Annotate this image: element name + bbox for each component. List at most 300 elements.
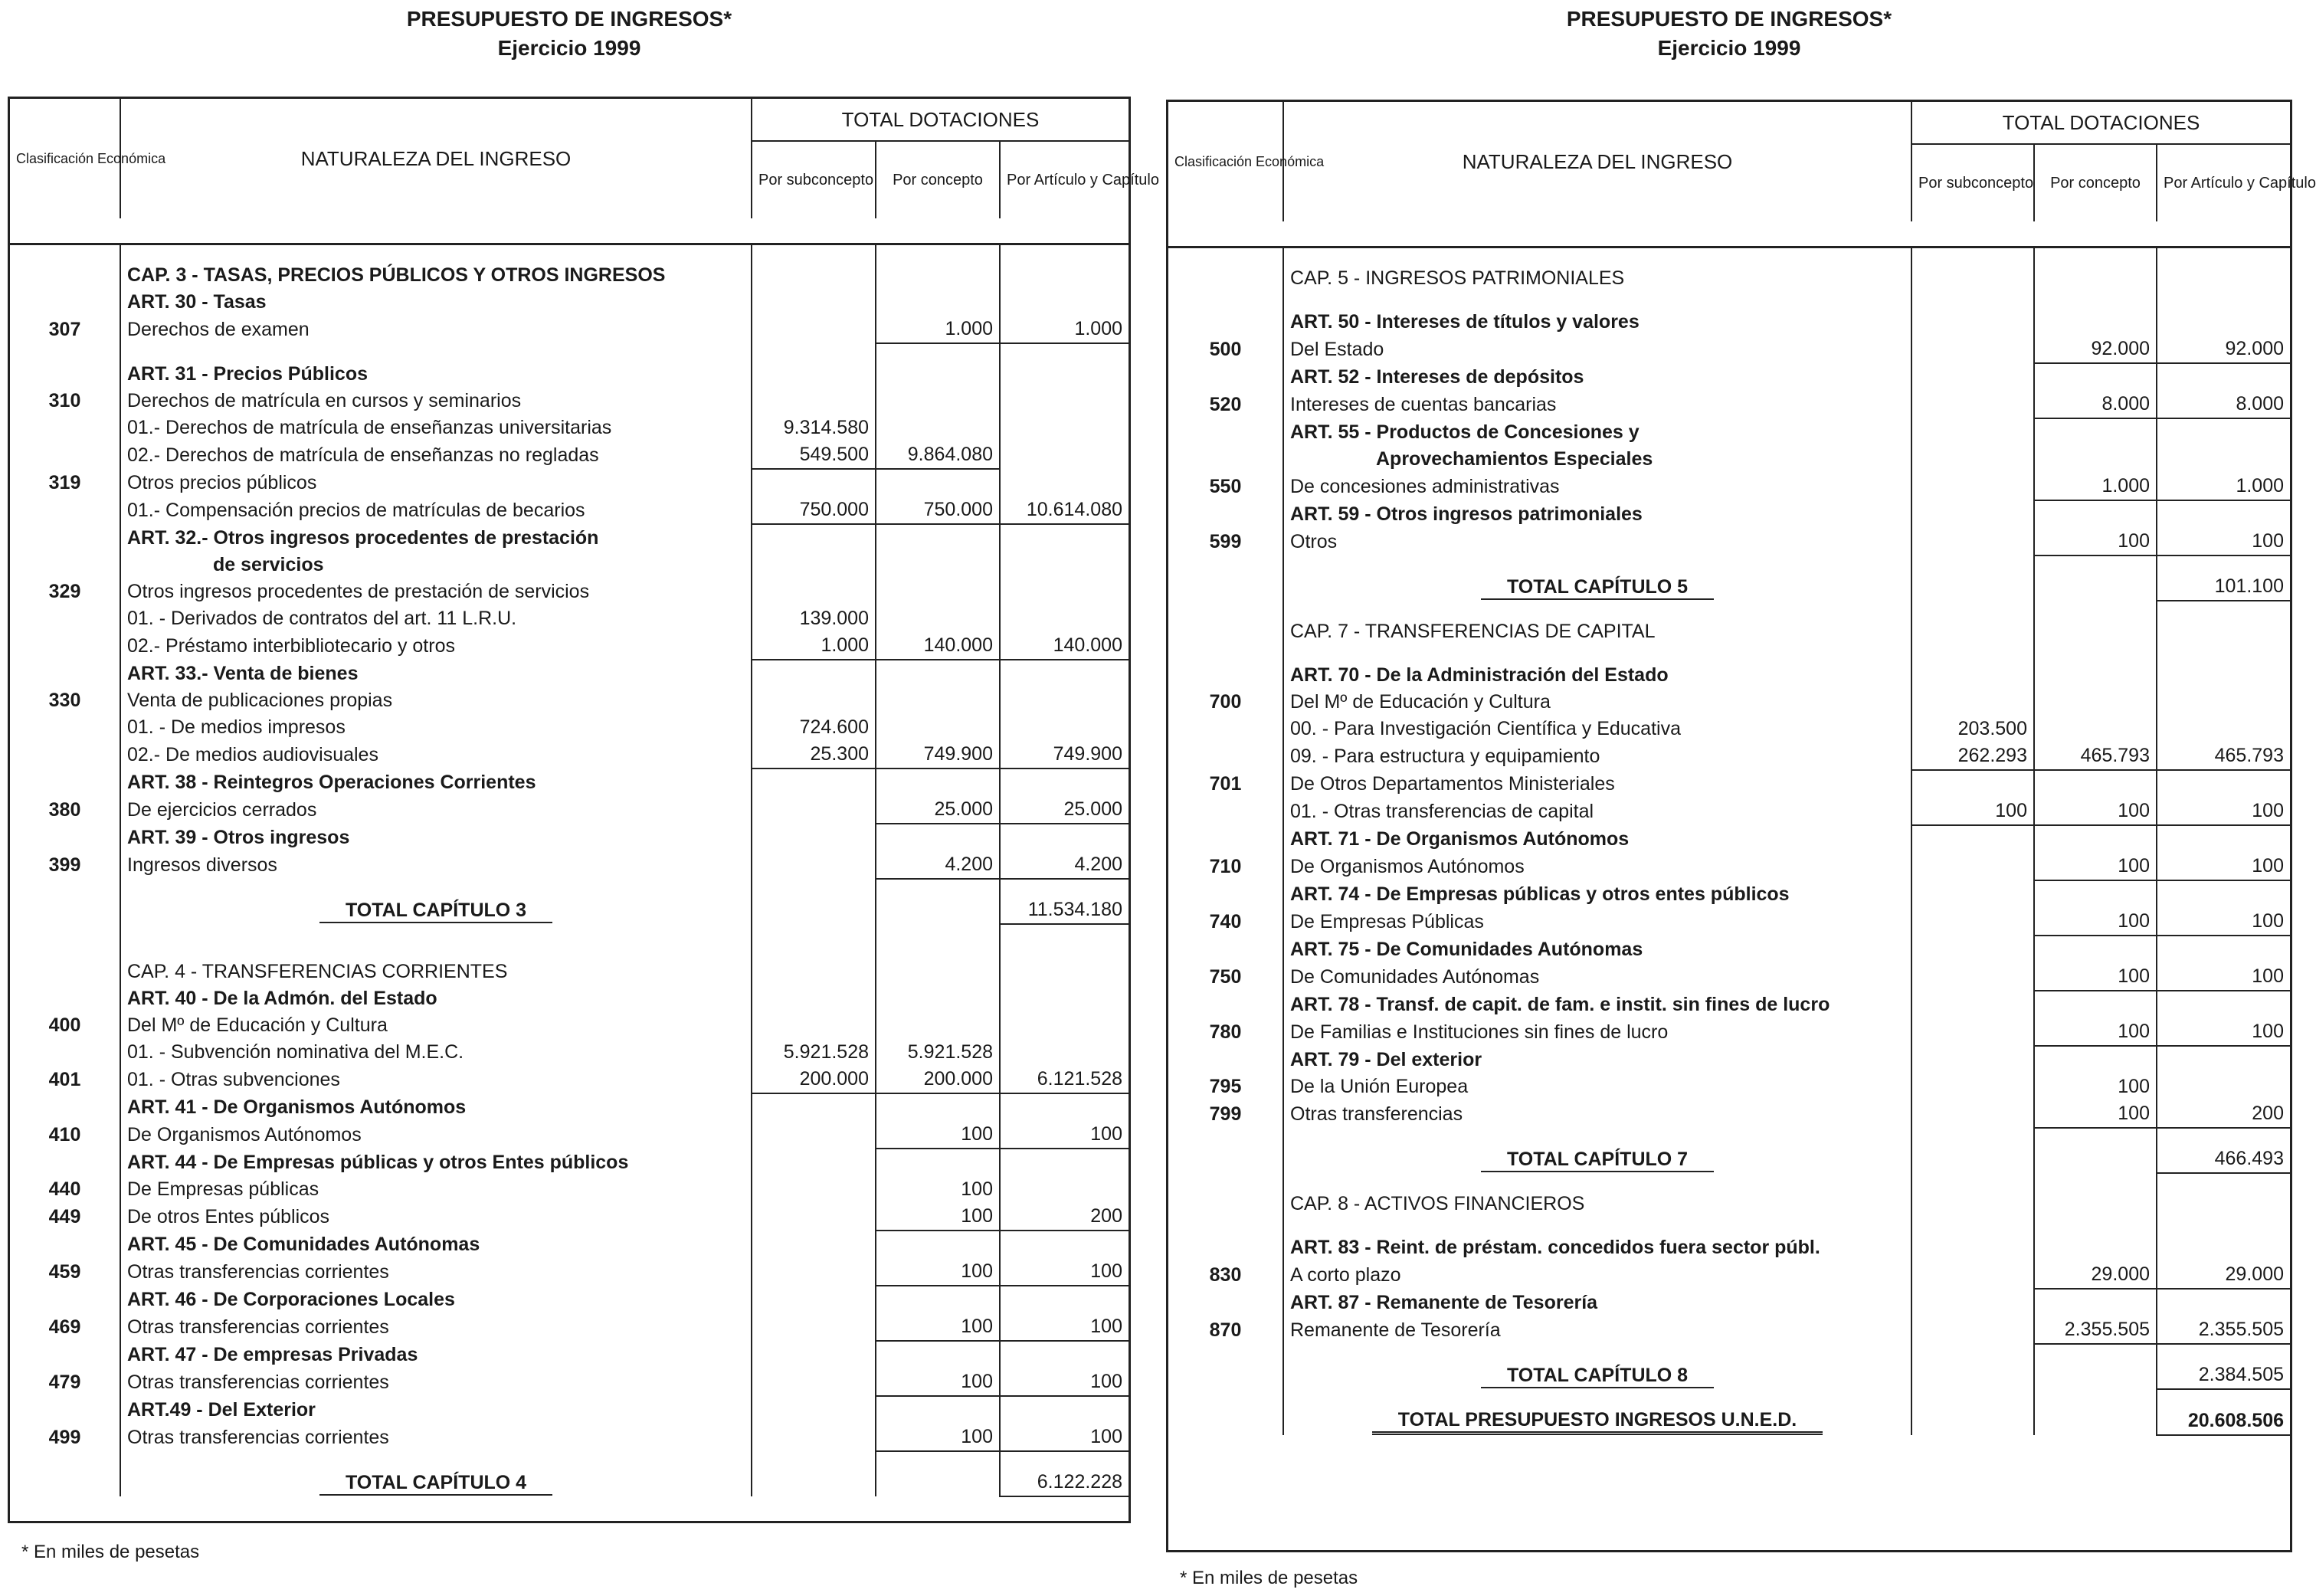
income-description: De la Unión Europea bbox=[1283, 1073, 1911, 1100]
subconcepto-amount: 139.000 bbox=[752, 605, 876, 632]
spacer-row bbox=[1168, 1217, 2290, 1234]
income-description: De Organismos Autónomos bbox=[1283, 853, 1911, 880]
empty-cell bbox=[120, 1451, 752, 1469]
concepto-amount: 749.900 bbox=[876, 741, 1000, 769]
subconcepto-cell bbox=[752, 1469, 876, 1496]
income-description: ART. 71 - De Organismos Autónomos bbox=[1283, 825, 1911, 853]
code-cell bbox=[10, 896, 120, 924]
subconcepto-amount bbox=[1911, 265, 2034, 292]
budget-row bbox=[10, 1121, 1129, 1149]
economic-code bbox=[1168, 265, 1283, 292]
empty-cell bbox=[1000, 343, 1129, 361]
subconcepto-amount: 549.500 bbox=[752, 441, 876, 469]
empty-cell bbox=[1911, 645, 2034, 662]
articulo-amount: 92.000 bbox=[2157, 336, 2290, 363]
income-description: CAP. 8 - ACTIVOS FINANCIEROS bbox=[1283, 1191, 1911, 1217]
budget-row bbox=[1168, 825, 2290, 853]
budget-row bbox=[1168, 391, 2290, 418]
empty-cell bbox=[10, 924, 120, 942]
budget-row bbox=[10, 1396, 1129, 1424]
income-description: CAP. 5 - INGRESOS PATRIMONIALES bbox=[1283, 265, 1911, 292]
concepto-amount bbox=[2034, 500, 2157, 528]
spacer-row bbox=[1168, 292, 2290, 309]
budget-row bbox=[10, 1341, 1129, 1368]
subconcepto-amount bbox=[752, 1341, 876, 1368]
income-description: Otras transferencias corrientes bbox=[120, 1313, 752, 1341]
concepto-amount bbox=[876, 552, 1000, 578]
articulo-amount: 200 bbox=[2157, 1100, 2290, 1128]
empty-cell bbox=[1911, 601, 2034, 618]
articulo-amount: 465.793 bbox=[2157, 742, 2290, 770]
subconcepto-amount bbox=[1911, 1191, 2034, 1217]
articulo-amount: 10.614.080 bbox=[1000, 496, 1129, 524]
budget-row bbox=[10, 851, 1129, 879]
total-amount: 11.534.180 bbox=[1000, 896, 1129, 924]
income-description: ART. 33.- Venta de bienes bbox=[120, 660, 752, 687]
economic-code bbox=[10, 1039, 120, 1066]
economic-code bbox=[1168, 446, 1283, 473]
concepto-amount bbox=[2034, 1289, 2157, 1316]
subconcepto-amount bbox=[1911, 963, 2034, 991]
empty-cell bbox=[752, 879, 876, 896]
articulo-amount bbox=[2157, 936, 2290, 963]
articulo-amount bbox=[1000, 769, 1129, 796]
code-cell bbox=[1168, 1362, 1283, 1389]
concepto-amount bbox=[876, 1231, 1000, 1258]
budget-row bbox=[1168, 742, 2290, 770]
concepto-amount: 100 bbox=[2034, 963, 2157, 991]
concepto-cell bbox=[876, 1469, 1000, 1496]
total-amount: 6.122.228 bbox=[1000, 1469, 1129, 1496]
budget-row bbox=[10, 985, 1129, 1012]
income-description: ART. 45 - De Comunidades Autónomas bbox=[120, 1231, 752, 1258]
col-header-nature: NATURALEZA DEL INGRESO bbox=[1283, 102, 1911, 221]
empty-cell bbox=[1911, 1173, 2034, 1191]
articulo-amount: 140.000 bbox=[1000, 632, 1129, 660]
income-description: ART. 59 - Otros ingresos patrimoniales bbox=[1283, 500, 1911, 528]
income-description: ART. 44 - De Empresas públicas y otros Entes públicos bbox=[120, 1149, 752, 1176]
budget-row bbox=[10, 660, 1129, 687]
budget-rows bbox=[10, 244, 1129, 1497]
economic-code: 520 bbox=[1168, 391, 1283, 418]
budget-row bbox=[1168, 936, 2290, 963]
concepto-amount bbox=[2034, 418, 2157, 446]
total-label: TOTAL CAPÍTULO 8 bbox=[1481, 1364, 1714, 1388]
budget-row bbox=[1168, 770, 2290, 798]
articulo-amount bbox=[2157, 1046, 2290, 1073]
income-description: Intereses de cuentas bancarias bbox=[1283, 391, 1911, 418]
budget-row bbox=[1168, 265, 2290, 292]
total-label: TOTAL CAPÍTULO 4 bbox=[319, 1471, 552, 1496]
empty-cell bbox=[876, 244, 1000, 263]
concepto-amount: 100 bbox=[2034, 798, 2157, 825]
articulo-amount bbox=[2157, 825, 2290, 853]
articulo-amount: 749.900 bbox=[1000, 741, 1129, 769]
articulo-amount bbox=[1000, 1341, 1129, 1368]
income-description: ART. 41 - De Organismos Autónomos bbox=[120, 1093, 752, 1121]
subconcepto-amount: 1.000 bbox=[752, 632, 876, 660]
economic-code bbox=[10, 769, 120, 796]
economic-code bbox=[1168, 742, 1283, 770]
income-description: De Organismos Autónomos bbox=[120, 1121, 752, 1149]
articulo-amount: 100 bbox=[2157, 908, 2290, 936]
budget-row bbox=[10, 469, 1129, 496]
budget-row bbox=[10, 316, 1129, 343]
concepto-cell bbox=[2034, 1362, 2157, 1389]
spacer-row bbox=[1168, 247, 2290, 266]
concepto-amount: 100 bbox=[876, 1203, 1000, 1231]
total-amount: 2.384.505 bbox=[2157, 1362, 2290, 1389]
economic-code bbox=[10, 361, 120, 388]
budget-row bbox=[10, 824, 1129, 851]
articulo-amount: 100 bbox=[2157, 853, 2290, 880]
subconcepto-cell bbox=[1911, 1362, 2034, 1389]
income-description: ART. 39 - Otros ingresos bbox=[120, 824, 752, 851]
articulo-amount bbox=[2157, 618, 2290, 645]
subconcepto-amount bbox=[752, 1286, 876, 1313]
concepto-amount: 8.000 bbox=[2034, 391, 2157, 418]
concepto-amount bbox=[876, 262, 1000, 289]
economic-code: 599 bbox=[1168, 528, 1283, 555]
articulo-amount: 29.000 bbox=[2157, 1261, 2290, 1289]
income-description: ART. 78 - Transf. de capit. de fam. e instit. sin fines de lucro bbox=[1283, 991, 1911, 1018]
empty-cell bbox=[1168, 1217, 1283, 1234]
articulo-amount: 100 bbox=[2157, 1018, 2290, 1046]
concepto-amount: 100 bbox=[2034, 853, 2157, 880]
economic-code bbox=[1168, 1234, 1283, 1261]
subconcepto-amount bbox=[752, 1313, 876, 1341]
economic-code bbox=[10, 1093, 120, 1121]
income-description: 01. - Otras transferencias de capital bbox=[1283, 798, 1911, 825]
economic-code: 740 bbox=[1168, 908, 1283, 936]
budget-row bbox=[1168, 618, 2290, 645]
concepto-amount bbox=[876, 1341, 1000, 1368]
economic-code bbox=[10, 714, 120, 741]
total-label: TOTAL CAPÍTULO 3 bbox=[319, 899, 552, 923]
budget-table bbox=[1168, 102, 2316, 1436]
empty-cell bbox=[10, 1451, 120, 1469]
empty-cell bbox=[2034, 1173, 2157, 1191]
empty-cell bbox=[2034, 1344, 2157, 1362]
economic-code: 401 bbox=[10, 1066, 120, 1093]
page-title: PRESUPUESTO DE INGRESOS* bbox=[406, 7, 732, 31]
articulo-amount: 1.000 bbox=[1000, 316, 1129, 343]
concepto-amount: 100 bbox=[876, 1313, 1000, 1341]
budget-row bbox=[1168, 1316, 2290, 1344]
empty-cell bbox=[1911, 1389, 2034, 1407]
income-description: Derechos de examen bbox=[120, 316, 752, 343]
articulo-amount bbox=[1000, 1012, 1129, 1039]
income-description: 01.- Derechos de matrícula de enseñanzas universitarias bbox=[120, 415, 752, 441]
empty-cell bbox=[1283, 1344, 1911, 1362]
subconcepto-amount bbox=[752, 769, 876, 796]
budget-row bbox=[1168, 1018, 2290, 1046]
budget-row bbox=[1168, 798, 2290, 825]
economic-code: 329 bbox=[10, 578, 120, 605]
concepto-amount bbox=[2034, 880, 2157, 908]
concepto-amount bbox=[2034, 363, 2157, 391]
articulo-amount bbox=[1000, 1149, 1129, 1176]
income-description: ART. 30 - Tasas bbox=[120, 289, 752, 316]
articulo-amount: 4.200 bbox=[1000, 851, 1129, 879]
articulo-amount: 1.000 bbox=[2157, 473, 2290, 500]
economic-code: 795 bbox=[1168, 1073, 1283, 1100]
col-header-articulo: Por Artículo y Capítulo bbox=[2157, 144, 2290, 221]
empty-cell bbox=[1000, 924, 1129, 942]
concepto-cell bbox=[2034, 573, 2157, 601]
empty-cell bbox=[10, 942, 120, 959]
articulo-amount bbox=[1000, 959, 1129, 985]
spacer-row bbox=[1168, 601, 2290, 618]
economic-code bbox=[10, 741, 120, 769]
subconcepto-amount bbox=[752, 1424, 876, 1451]
subconcepto-amount bbox=[1911, 309, 2034, 336]
subconcepto-amount bbox=[752, 1396, 876, 1424]
empty-cell bbox=[1168, 247, 1283, 266]
articulo-amount bbox=[2157, 363, 2290, 391]
income-description: CAP. 4 - TRANSFERENCIAS CORRIENTES bbox=[120, 959, 752, 985]
articulo-amount bbox=[1000, 469, 1129, 496]
budget-row bbox=[1168, 662, 2290, 689]
articulo-amount bbox=[1000, 1231, 1129, 1258]
subconcepto-amount bbox=[1911, 880, 2034, 908]
subconcepto-amount bbox=[752, 796, 876, 824]
concepto-amount bbox=[876, 1286, 1000, 1313]
economic-code bbox=[10, 496, 120, 524]
concepto-amount bbox=[876, 605, 1000, 632]
economic-code: 500 bbox=[1168, 336, 1283, 363]
code-cell bbox=[1168, 1145, 1283, 1173]
subconcepto-amount bbox=[1911, 500, 2034, 528]
economic-code: 410 bbox=[10, 1121, 120, 1149]
income-description: Otros precios públicos bbox=[120, 469, 752, 496]
subconcepto-amount bbox=[1911, 446, 2034, 473]
empty-cell bbox=[10, 343, 120, 361]
economic-code bbox=[1168, 991, 1283, 1018]
subconcepto-amount: 724.600 bbox=[752, 714, 876, 741]
income-description: Derechos de matrícula en cursos y seminarios bbox=[120, 388, 752, 415]
articulo-amount bbox=[2157, 1234, 2290, 1261]
budget-row bbox=[1168, 1100, 2290, 1128]
total-label: TOTAL PRESUPUESTO INGRESOS U.N.E.D. bbox=[1372, 1408, 1823, 1435]
spacer-row bbox=[10, 343, 1129, 361]
budget-row bbox=[1168, 528, 2290, 555]
income-description: Venta de publicaciones propias bbox=[120, 687, 752, 714]
concepto-amount: 100 bbox=[2034, 528, 2157, 555]
concepto-amount bbox=[2034, 770, 2157, 798]
subconcepto-amount: 203.500 bbox=[1911, 716, 2034, 742]
concepto-amount: 29.000 bbox=[2034, 1261, 2157, 1289]
budget-row bbox=[10, 1424, 1129, 1451]
subconcepto-amount bbox=[1911, 1073, 2034, 1100]
articulo-amount bbox=[2157, 880, 2290, 908]
concepto-amount: 465.793 bbox=[2034, 742, 2157, 770]
subconcepto-amount bbox=[752, 388, 876, 415]
articulo-amount bbox=[2157, 309, 2290, 336]
income-description: De Otros Departamentos Ministeriales bbox=[1283, 770, 1911, 798]
concepto-amount: 25.000 bbox=[876, 796, 1000, 824]
empty-cell bbox=[2034, 292, 2157, 309]
economic-code bbox=[10, 262, 120, 289]
economic-code bbox=[1168, 1046, 1283, 1073]
concepto-amount bbox=[876, 985, 1000, 1012]
income-description: 01. - Subvención nominativa del M.E.C. bbox=[120, 1039, 752, 1066]
empty-cell bbox=[876, 1451, 1000, 1469]
budget-row bbox=[1168, 853, 2290, 880]
income-description: ART. 40 - De la Admón. del Estado bbox=[120, 985, 752, 1012]
concepto-amount: 750.000 bbox=[876, 496, 1000, 524]
subconcepto-amount bbox=[752, 1368, 876, 1396]
empty-cell bbox=[120, 924, 752, 942]
subconcepto-amount bbox=[752, 824, 876, 851]
empty-cell bbox=[1000, 942, 1129, 959]
articulo-amount bbox=[2157, 1073, 2290, 1100]
subconcepto-cell bbox=[1911, 1407, 2034, 1435]
economic-code: 700 bbox=[1168, 689, 1283, 716]
empty-cell bbox=[10, 244, 120, 263]
subconcepto-amount bbox=[752, 687, 876, 714]
subconcepto-amount bbox=[752, 316, 876, 343]
col-header-classification: Clasificación Económica bbox=[10, 99, 120, 218]
budget-row bbox=[10, 388, 1129, 415]
articulo-amount bbox=[1000, 1396, 1129, 1424]
economic-code bbox=[10, 289, 120, 316]
total-amount: 20.608.506 bbox=[2157, 1407, 2290, 1435]
economic-code: 750 bbox=[1168, 963, 1283, 991]
articulo-amount bbox=[2157, 991, 2290, 1018]
subconcepto-amount bbox=[752, 361, 876, 388]
articulo-amount bbox=[1000, 1093, 1129, 1121]
articulo-amount bbox=[2157, 689, 2290, 716]
subconcepto-amount bbox=[1911, 991, 2034, 1018]
income-description: Del Mº de Educación y Cultura bbox=[120, 1012, 752, 1039]
concepto-amount: 100 bbox=[876, 1258, 1000, 1286]
economic-code bbox=[1168, 662, 1283, 689]
economic-code bbox=[10, 524, 120, 552]
subconcepto-amount bbox=[752, 851, 876, 879]
total-label-cell bbox=[120, 1469, 752, 1496]
economic-code: 319 bbox=[10, 469, 120, 496]
col-header-subconcepto: Por subconcepto bbox=[752, 141, 876, 218]
empty-cell bbox=[1000, 879, 1129, 896]
concepto-amount: 5.921.528 bbox=[876, 1039, 1000, 1066]
subconcepto-cell bbox=[1911, 573, 2034, 601]
concepto-amount bbox=[2034, 1234, 2157, 1261]
concepto-amount bbox=[876, 959, 1000, 985]
income-description: ART. 38 - Reintegros Operaciones Corrientes bbox=[120, 769, 752, 796]
concepto-amount bbox=[2034, 936, 2157, 963]
income-description: ART. 83 - Reint. de préstam. concedidos fuera sector públ. bbox=[1283, 1234, 1911, 1261]
subconcepto-amount: 262.293 bbox=[1911, 742, 2034, 770]
articulo-amount: 100 bbox=[2157, 963, 2290, 991]
income-description: 02.- Préstamo interbibliotecario y otros bbox=[120, 632, 752, 660]
budget-row bbox=[10, 496, 1129, 524]
articulo-amount: 100 bbox=[1000, 1258, 1129, 1286]
economic-code: 449 bbox=[10, 1203, 120, 1231]
articulo-amount bbox=[1000, 714, 1129, 741]
income-description: ART. 46 - De Corporaciones Locales bbox=[120, 1286, 752, 1313]
subconcepto-amount: 750.000 bbox=[752, 496, 876, 524]
concepto-cell bbox=[2034, 1407, 2157, 1435]
economic-code: 830 bbox=[1168, 1261, 1283, 1289]
empty-cell bbox=[2157, 601, 2290, 618]
income-description: 09. - Para estructura y equipamiento bbox=[1283, 742, 1911, 770]
budget-row bbox=[10, 1149, 1129, 1176]
budget-row bbox=[10, 796, 1129, 824]
empty-cell bbox=[1911, 1217, 2034, 1234]
income-description: ART. 74 - De Empresas públicas y otros entes públicos bbox=[1283, 880, 1911, 908]
budget-row bbox=[1168, 963, 2290, 991]
income-description: 01. - Derivados de contratos del art. 11 L.R.U. bbox=[120, 605, 752, 632]
spacer-row bbox=[10, 244, 1129, 263]
economic-code: 330 bbox=[10, 687, 120, 714]
concepto-amount: 9.864.080 bbox=[876, 441, 1000, 469]
articulo-amount: 100 bbox=[2157, 528, 2290, 555]
articulo-amount: 200 bbox=[1000, 1203, 1129, 1231]
col-header-total: TOTAL DOTACIONES bbox=[1911, 102, 2290, 144]
articulo-amount: 100 bbox=[1000, 1368, 1129, 1396]
budget-table-frame bbox=[8, 97, 1159, 1523]
economic-code bbox=[1168, 880, 1283, 908]
empty-cell bbox=[1283, 247, 1911, 266]
concepto-amount bbox=[876, 769, 1000, 796]
subconcepto-amount bbox=[752, 469, 876, 496]
code-cell bbox=[1168, 1407, 1283, 1435]
code-cell bbox=[10, 1469, 120, 1496]
footnote: * En miles de pesetas bbox=[21, 1542, 200, 1562]
concepto-amount bbox=[2034, 618, 2157, 645]
economic-code: 400 bbox=[10, 1012, 120, 1039]
articulo-amount bbox=[1000, 687, 1129, 714]
economic-code bbox=[10, 959, 120, 985]
empty-cell bbox=[1283, 601, 1911, 618]
budget-row bbox=[10, 1012, 1129, 1039]
subconcepto-amount bbox=[752, 959, 876, 985]
col-header-subconcepto: Por subconcepto bbox=[1911, 144, 2034, 221]
articulo-amount bbox=[2157, 662, 2290, 689]
empty-cell bbox=[1168, 601, 1283, 618]
income-description: De Empresas Públicas bbox=[1283, 908, 1911, 936]
income-description: De ejercicios cerrados bbox=[120, 796, 752, 824]
concepto-amount: 100 bbox=[876, 1176, 1000, 1203]
economic-code bbox=[1168, 363, 1283, 391]
budget-row bbox=[10, 552, 1129, 578]
articulo-amount bbox=[2157, 418, 2290, 446]
articulo-amount bbox=[2157, 1191, 2290, 1217]
income-description: ART.49 - Del Exterior bbox=[120, 1396, 752, 1424]
articulo-amount bbox=[1000, 361, 1129, 388]
empty-cell bbox=[1283, 645, 1911, 662]
economic-code bbox=[10, 552, 120, 578]
articulo-amount bbox=[1000, 578, 1129, 605]
empty-cell bbox=[1168, 1173, 1283, 1191]
economic-code bbox=[10, 1286, 120, 1313]
page-title: PRESUPUESTO DE INGRESOS* bbox=[1566, 7, 1892, 31]
empty-cell bbox=[1911, 1344, 2034, 1362]
budget-row bbox=[10, 1258, 1129, 1286]
economic-code bbox=[1168, 936, 1283, 963]
budget-row bbox=[1168, 336, 2290, 363]
concepto-amount bbox=[2034, 265, 2157, 292]
articulo-amount: 8.000 bbox=[2157, 391, 2290, 418]
subconcepto-amount: 9.314.580 bbox=[752, 415, 876, 441]
empty-cell bbox=[2034, 1217, 2157, 1234]
budget-row bbox=[1168, 880, 2290, 908]
empty-cell bbox=[752, 244, 876, 263]
income-description: 01. - Otras subvenciones bbox=[120, 1066, 752, 1093]
articulo-amount bbox=[1000, 388, 1129, 415]
concepto-amount bbox=[876, 1149, 1000, 1176]
